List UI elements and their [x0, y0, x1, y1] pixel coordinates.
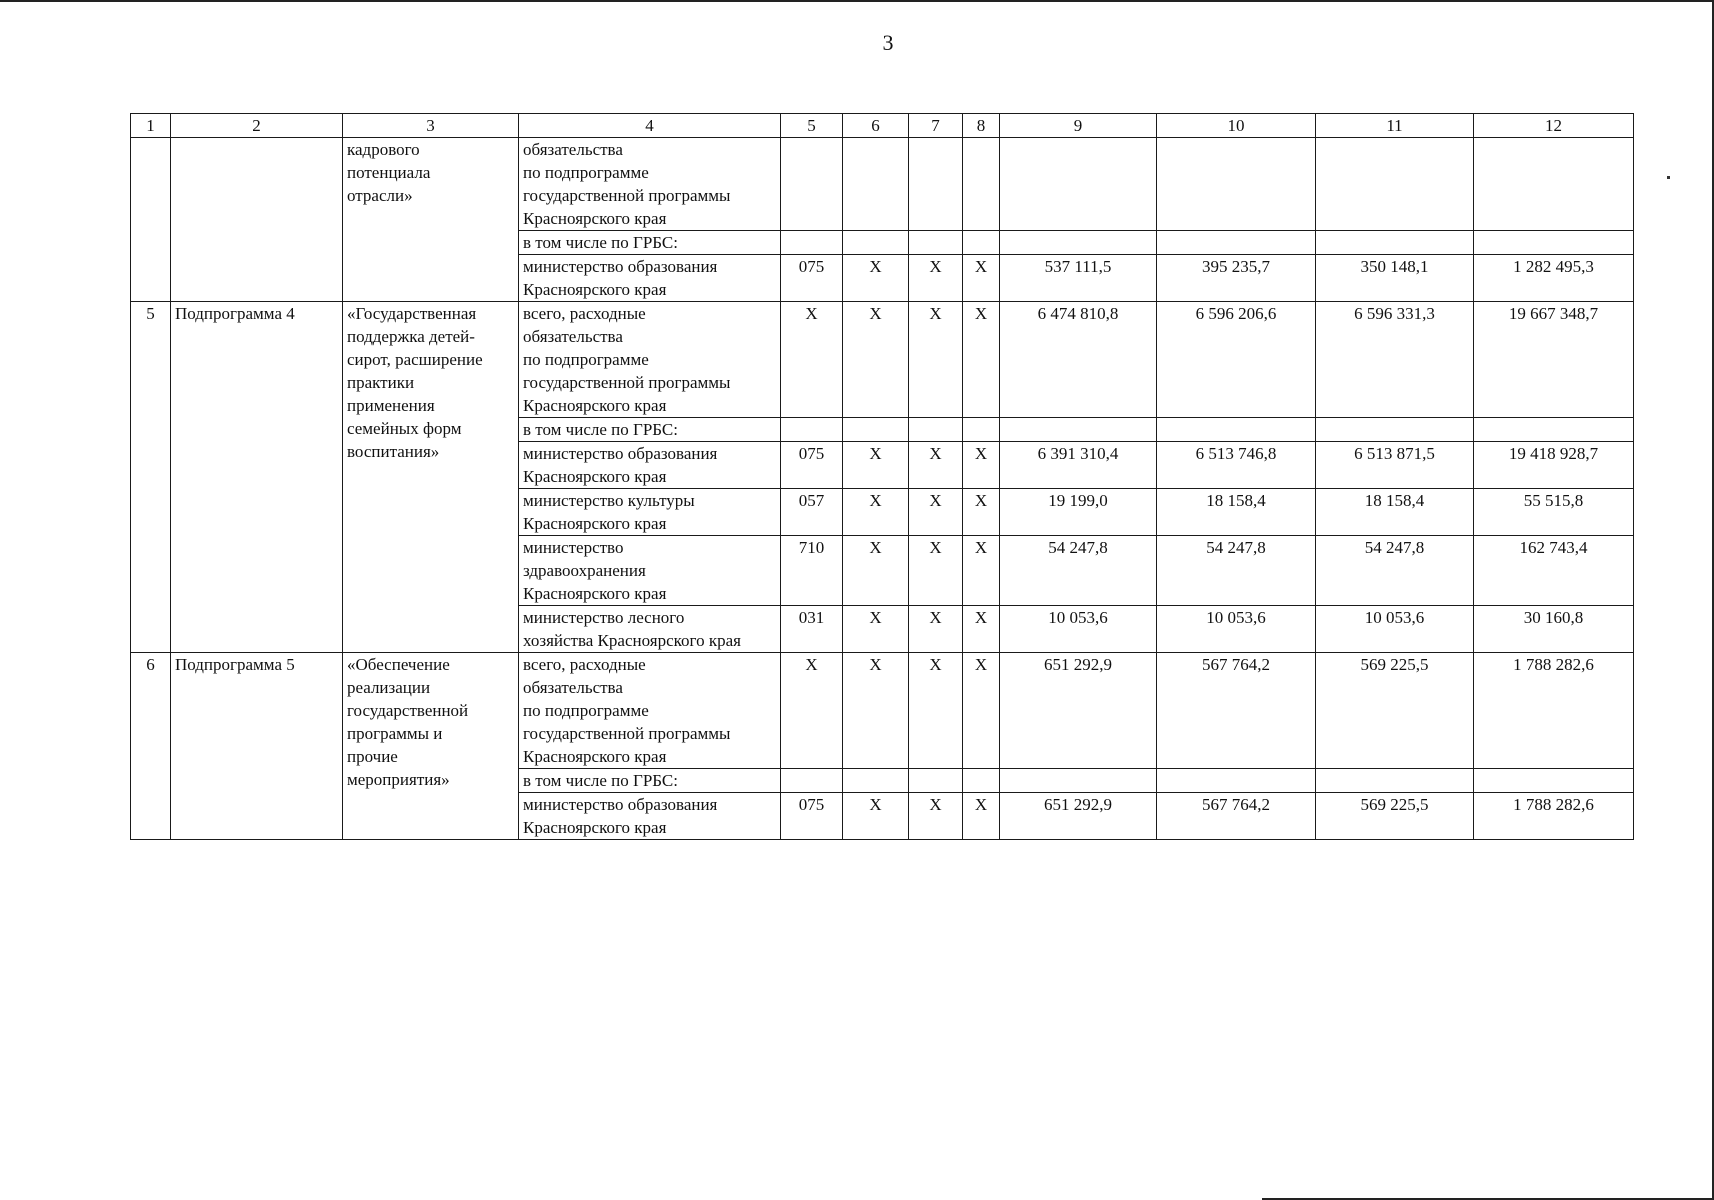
value-cell: 1 282 495,3	[1474, 255, 1634, 302]
grbs-label: в том числе по ГРБС:	[519, 418, 781, 442]
grbs-code: 031	[781, 606, 843, 653]
ministry-name: министерство образования Красноярского края	[519, 442, 781, 489]
value-cell: 19 418 928,7	[1474, 442, 1634, 489]
x-mark: X	[963, 793, 1000, 840]
x-mark: X	[909, 255, 963, 302]
total-value: 651 292,9	[1000, 653, 1157, 769]
grbs-label: в том числе по ГРБС:	[519, 231, 781, 255]
value-cell: 350 148,1	[1316, 255, 1474, 302]
empty-cell	[1474, 138, 1634, 231]
empty-cell	[1000, 231, 1157, 255]
x-mark: X	[843, 255, 909, 302]
total-value: 1 788 282,6	[1474, 653, 1634, 769]
x-mark: X	[843, 442, 909, 489]
empty-cell	[1316, 769, 1474, 793]
ministry-name: министерство образования Красноярского края	[519, 793, 781, 840]
empty-cell	[1316, 418, 1474, 442]
page-frame-top	[0, 0, 1714, 2]
row-number: 6	[131, 653, 171, 840]
total-value: 6 474 810,8	[1000, 302, 1157, 418]
x-mark: X	[963, 606, 1000, 653]
x-mark: X	[963, 536, 1000, 606]
table-header-row	[131, 114, 1634, 138]
value-cell: 54 247,8	[1000, 536, 1157, 606]
header-cell: 6	[843, 114, 909, 138]
x-mark: X	[843, 793, 909, 840]
value-cell: 395 235,7	[1157, 255, 1316, 302]
x-mark: X	[909, 653, 963, 769]
code-cell	[781, 138, 843, 231]
ministry-name: министерство образования Красноярского края	[519, 255, 781, 302]
x-mark: X	[963, 302, 1000, 418]
total-label-cell: всего, расходные обязательства по подпрограмме государственной программы Красноярского края	[519, 302, 781, 418]
empty-cell	[1157, 138, 1316, 231]
x-mark: X	[909, 793, 963, 840]
header-cell: 12	[1474, 114, 1634, 138]
ministry-name: министерство здравоохранения Красноярского края	[519, 536, 781, 606]
header-cell: 9	[1000, 114, 1157, 138]
x-mark: X	[963, 489, 1000, 536]
grbs-code: 710	[781, 536, 843, 606]
empty-cell	[909, 138, 963, 231]
total-label-cell: всего, расходные обязательства по подпрограмме государственной программы Красноярского края	[519, 653, 781, 769]
subprogram-title: «Государственная поддержка детей- сирот, расширение практики применения семейных форм воспитания»	[343, 302, 519, 653]
ministry-name: министерство лесного хозяйства Красноярского края	[519, 606, 781, 653]
value-cell: 6 513 871,5	[1316, 442, 1474, 489]
x-mark: X	[843, 653, 909, 769]
empty-cell	[909, 769, 963, 793]
empty-cell	[963, 138, 1000, 231]
subprogram-cell	[171, 138, 343, 302]
x-mark: X	[909, 489, 963, 536]
row-number: 5	[131, 302, 171, 653]
x-mark: X	[909, 606, 963, 653]
total-value: 569 225,5	[1316, 653, 1474, 769]
grbs-label: в том числе по ГРБС:	[519, 769, 781, 793]
empty-cell	[1000, 418, 1157, 442]
subprogram-name: Подпрограмма 5	[171, 653, 343, 840]
x-mark: X	[963, 255, 1000, 302]
empty-cell	[909, 231, 963, 255]
scan-dot	[1667, 176, 1670, 179]
header-cell: 7	[909, 114, 963, 138]
x-mark: X	[963, 653, 1000, 769]
row-number-cell	[131, 138, 171, 302]
value-cell: 55 515,8	[1474, 489, 1634, 536]
x-mark: X	[909, 536, 963, 606]
x-mark: X	[843, 489, 909, 536]
empty-cell	[843, 769, 909, 793]
value-cell: 162 743,4	[1474, 536, 1634, 606]
grbs-code: 075	[781, 442, 843, 489]
header-cell: 8	[963, 114, 1000, 138]
value-cell: 6 513 746,8	[1157, 442, 1316, 489]
empty-cell	[781, 769, 843, 793]
x-mark: X	[843, 302, 909, 418]
header-cell: 2	[171, 114, 343, 138]
empty-cell	[1316, 231, 1474, 255]
empty-cell	[1157, 231, 1316, 255]
value-cell: 651 292,9	[1000, 793, 1157, 840]
empty-cell	[1316, 138, 1474, 231]
header-cell: 10	[1157, 114, 1316, 138]
grbs-code: 075	[781, 255, 843, 302]
grbs-code: 057	[781, 489, 843, 536]
value-cell: 567 764,2	[1157, 793, 1316, 840]
x-mark: X	[781, 302, 843, 418]
total-label-cell: обязательства по подпрограмме государственной программы Красноярского края	[519, 138, 781, 231]
grbs-code: 075	[781, 793, 843, 840]
total-value: 6 596 331,3	[1316, 302, 1474, 418]
header-cell: 1	[131, 114, 171, 138]
header-cell: 4	[519, 114, 781, 138]
empty-cell	[963, 418, 1000, 442]
empty-cell	[1474, 769, 1634, 793]
total-value: 19 667 348,7	[1474, 302, 1634, 418]
total-value: 567 764,2	[1157, 653, 1316, 769]
subprogram-title: кадрового потенциала отрасли»	[343, 138, 519, 302]
header-cell: 5	[781, 114, 843, 138]
ministry-name: министерство культуры Красноярского края	[519, 489, 781, 536]
value-cell: 1 788 282,6	[1474, 793, 1634, 840]
x-mark: X	[843, 606, 909, 653]
empty-cell	[781, 231, 843, 255]
total-value: 6 596 206,6	[1157, 302, 1316, 418]
x-mark: X	[909, 302, 963, 418]
empty-cell	[963, 231, 1000, 255]
value-cell: 10 053,6	[1316, 606, 1474, 653]
empty-cell	[1000, 138, 1157, 231]
table-row	[131, 302, 1634, 418]
table-row	[131, 138, 1634, 231]
x-mark: X	[963, 442, 1000, 489]
empty-cell	[1474, 231, 1634, 255]
value-cell: 19 199,0	[1000, 489, 1157, 536]
empty-cell	[1157, 418, 1316, 442]
empty-cell	[1000, 769, 1157, 793]
value-cell: 18 158,4	[1157, 489, 1316, 536]
x-mark: X	[909, 442, 963, 489]
value-cell: 569 225,5	[1316, 793, 1474, 840]
value-cell: 6 391 310,4	[1000, 442, 1157, 489]
empty-cell	[843, 138, 909, 231]
header-cell: 3	[343, 114, 519, 138]
value-cell: 10 053,6	[1000, 606, 1157, 653]
value-cell: 18 158,4	[1316, 489, 1474, 536]
empty-cell	[1157, 769, 1316, 793]
empty-cell	[843, 231, 909, 255]
header-cell: 11	[1316, 114, 1474, 138]
value-cell: 10 053,6	[1157, 606, 1316, 653]
page-number: 3	[882, 30, 894, 55]
x-mark: X	[781, 653, 843, 769]
empty-cell	[1474, 418, 1634, 442]
value-cell: 30 160,8	[1474, 606, 1634, 653]
empty-cell	[843, 418, 909, 442]
value-cell: 537 111,5	[1000, 255, 1157, 302]
subprogram-title: «Обеспечение реализации государственной программы и прочие мероприятия»	[343, 653, 519, 840]
budget-table	[130, 113, 1634, 840]
table-row	[131, 653, 1634, 769]
value-cell: 54 247,8	[1316, 536, 1474, 606]
subprogram-name: Подпрограмма 4	[171, 302, 343, 653]
value-cell: 54 247,8	[1157, 536, 1316, 606]
x-mark: X	[843, 536, 909, 606]
empty-cell	[963, 769, 1000, 793]
empty-cell	[909, 418, 963, 442]
empty-cell	[781, 418, 843, 442]
